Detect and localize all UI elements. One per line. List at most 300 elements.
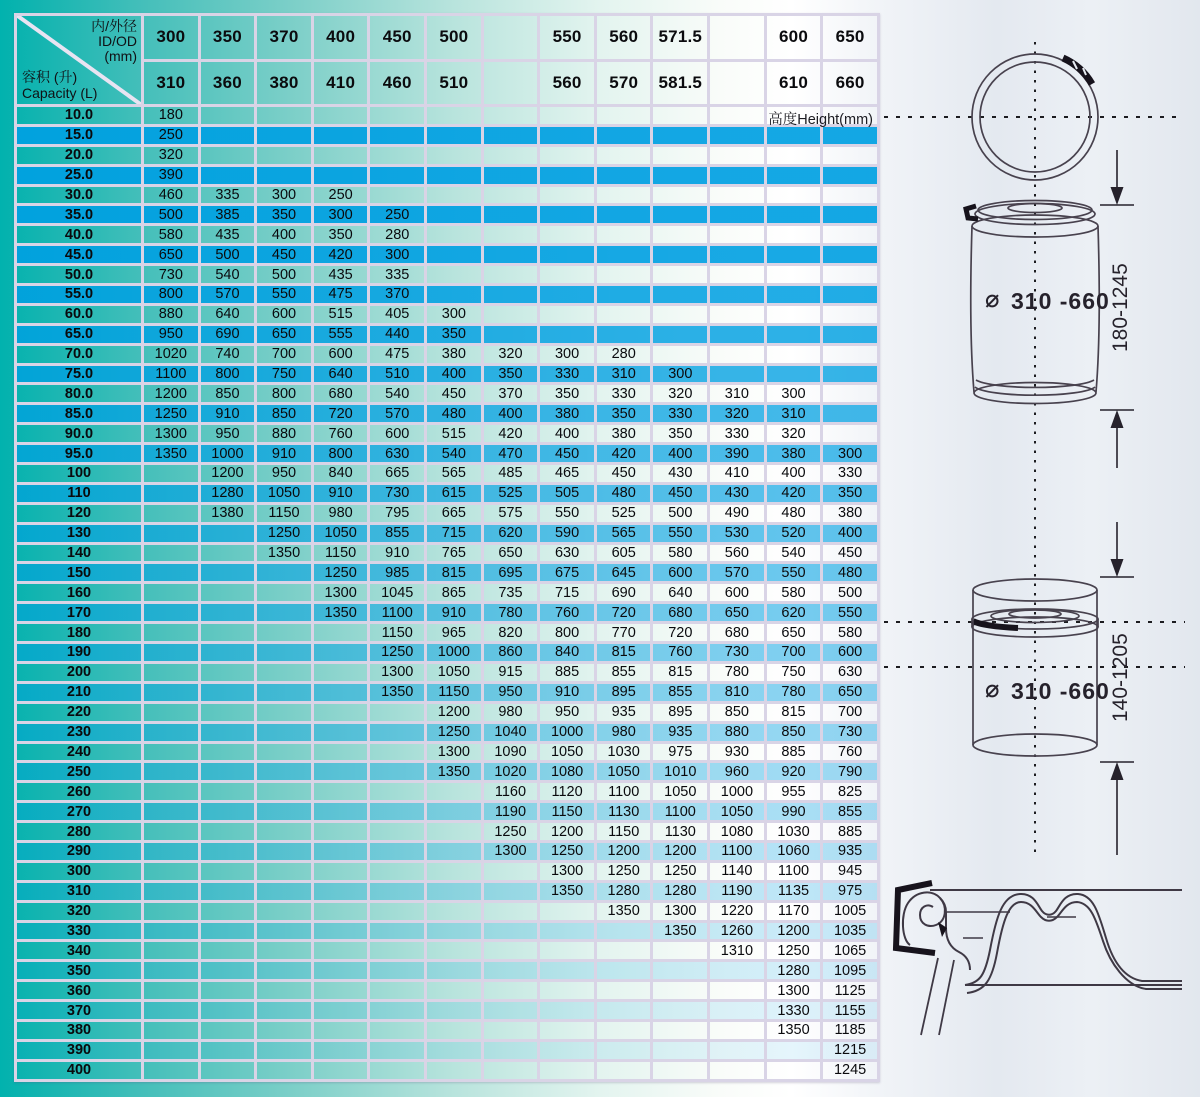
height-cell: 1050 <box>710 803 764 820</box>
empty-cell <box>484 942 538 959</box>
table-row <box>17 246 877 263</box>
table-row <box>17 1002 877 1019</box>
table-row <box>17 923 877 940</box>
height-cell: 855 <box>823 803 877 820</box>
empty-cell <box>823 366 877 383</box>
empty-cell <box>257 584 311 601</box>
height-cell: 300 <box>257 187 311 204</box>
empty-cell <box>427 206 481 223</box>
height-cell: 380 <box>597 425 651 442</box>
capacity-cell: 55.0 <box>17 286 141 303</box>
height-cell: 450 <box>427 385 481 402</box>
empty-cell <box>370 803 424 820</box>
height-cell: 695 <box>484 564 538 581</box>
header-diameter-value: 410 <box>314 62 368 105</box>
height-cell: 520 <box>767 525 821 542</box>
height-cell: 1250 <box>540 843 594 860</box>
height-cell: 1080 <box>710 823 764 840</box>
height-cell: 1250 <box>427 724 481 741</box>
empty-cell <box>823 326 877 343</box>
header-diameter-value: 350 <box>201 16 255 59</box>
empty-cell <box>710 366 764 383</box>
empty-cell <box>370 903 424 920</box>
capacity-cell: 200 <box>17 664 141 681</box>
header-diameter-value: 310 <box>144 62 198 105</box>
height-cell: 540 <box>370 385 424 402</box>
header-blank <box>710 62 764 105</box>
capacity-cell: 290 <box>17 843 141 860</box>
corner-label-unit: (mm) <box>104 48 137 64</box>
height-cell: 1220 <box>710 903 764 920</box>
height-cell: 1350 <box>540 883 594 900</box>
corner-label-cn: 内/外径 <box>91 18 137 34</box>
empty-cell <box>257 763 311 780</box>
height-unit-note: 高度Height(mm) <box>768 112 873 128</box>
empty-cell <box>710 1022 764 1039</box>
empty-cell <box>427 923 481 940</box>
table-row <box>17 684 877 701</box>
height-cell: 1350 <box>314 604 368 621</box>
empty-cell <box>710 167 764 184</box>
empty-cell <box>597 982 651 999</box>
height-cell: 570 <box>201 286 255 303</box>
empty-cell <box>370 167 424 184</box>
height-cell: 320 <box>484 346 538 363</box>
height-cell: 680 <box>314 385 368 402</box>
empty-cell <box>314 982 368 999</box>
height-cell: 690 <box>597 584 651 601</box>
height-cell: 1250 <box>370 644 424 661</box>
empty-cell <box>314 803 368 820</box>
empty-cell <box>597 306 651 323</box>
height-cell: 370 <box>370 286 424 303</box>
table-row <box>17 724 877 741</box>
table-row <box>17 545 877 562</box>
empty-cell <box>427 1042 481 1059</box>
empty-cell <box>710 326 764 343</box>
empty-cell <box>144 923 198 940</box>
empty-cell <box>201 744 255 761</box>
table-header <box>17 16 877 104</box>
height-cell: 480 <box>597 485 651 502</box>
height-cell: 780 <box>767 684 821 701</box>
empty-cell <box>597 206 651 223</box>
height-cell: 700 <box>823 704 877 721</box>
empty-cell <box>201 823 255 840</box>
height-cell: 865 <box>427 584 481 601</box>
height-cell: 815 <box>653 664 707 681</box>
height-cell: 320 <box>144 147 198 164</box>
empty-cell <box>653 1042 707 1059</box>
empty-cell <box>427 107 481 124</box>
height-cell: 720 <box>653 624 707 641</box>
height-cell: 850 <box>710 704 764 721</box>
height-cell: 1135 <box>767 883 821 900</box>
height-cell: 500 <box>257 266 311 283</box>
height-cell: 800 <box>314 445 368 462</box>
header-diameter-value: 571.5 <box>653 16 707 59</box>
empty-cell <box>314 962 368 979</box>
height-cell: 405 <box>370 306 424 323</box>
height-cell: 1065 <box>823 942 877 959</box>
header-column <box>314 16 368 104</box>
empty-cell <box>144 1002 198 1019</box>
height-cell: 1260 <box>710 923 764 940</box>
height-cell: 885 <box>540 664 594 681</box>
capacity-cell: 20.0 <box>17 147 141 164</box>
height-cell: 650 <box>484 545 538 562</box>
table-row <box>17 982 877 999</box>
capacity-cell: 280 <box>17 823 141 840</box>
top-drum-label <box>985 286 1110 314</box>
height-cell: 435 <box>314 266 368 283</box>
height-cell: 630 <box>370 445 424 462</box>
height-cell: 500 <box>201 246 255 263</box>
height-cell: 410 <box>710 465 764 482</box>
height-cell: 645 <box>597 564 651 581</box>
height-cell: 800 <box>144 286 198 303</box>
height-cell: 1350 <box>653 923 707 940</box>
height-cell: 780 <box>710 664 764 681</box>
table-row <box>17 624 877 641</box>
height-cell: 1215 <box>823 1042 877 1059</box>
height-cell: 700 <box>257 346 311 363</box>
empty-cell <box>370 704 424 721</box>
table-row <box>17 1022 877 1039</box>
empty-cell <box>144 545 198 562</box>
empty-cell <box>597 187 651 204</box>
height-cell: 630 <box>540 545 594 562</box>
empty-cell <box>767 286 821 303</box>
height-cell: 580 <box>653 545 707 562</box>
empty-cell <box>823 167 877 184</box>
empty-cell <box>201 147 255 164</box>
table-row <box>17 903 877 920</box>
empty-cell <box>484 226 538 243</box>
height-cell: 330 <box>710 425 764 442</box>
table-row <box>17 664 877 681</box>
empty-cell <box>314 127 368 144</box>
height-cell: 550 <box>653 525 707 542</box>
height-cell: 1140 <box>710 863 764 880</box>
height-cell: 930 <box>710 744 764 761</box>
empty-cell <box>597 1022 651 1039</box>
capacity-cell: 330 <box>17 923 141 940</box>
empty-cell <box>370 1002 424 1019</box>
header-diameter-value: 550 <box>540 16 594 59</box>
height-cell: 1030 <box>767 823 821 840</box>
capacity-cell: 180 <box>17 624 141 641</box>
height-cell: 815 <box>427 564 481 581</box>
rim-cross-section-detail <box>896 883 1182 1035</box>
height-cell: 370 <box>484 385 538 402</box>
height-cell: 1000 <box>427 644 481 661</box>
height-cell: 335 <box>201 187 255 204</box>
empty-cell <box>144 1042 198 1059</box>
height-cell: 1100 <box>370 604 424 621</box>
height-cell: 575 <box>484 505 538 522</box>
empty-cell <box>257 107 311 124</box>
empty-cell <box>314 903 368 920</box>
empty-cell <box>823 147 877 164</box>
capacity-cell: 100 <box>17 465 141 482</box>
empty-cell <box>540 982 594 999</box>
height-cell: 1045 <box>370 584 424 601</box>
empty-cell <box>540 903 594 920</box>
empty-cell <box>144 525 198 542</box>
height-cell: 380 <box>767 445 821 462</box>
empty-cell <box>767 266 821 283</box>
height-cell: 1035 <box>823 923 877 940</box>
empty-cell <box>653 982 707 999</box>
capacity-cell: 140 <box>17 545 141 562</box>
header-diameter-value: 570 <box>597 62 651 105</box>
capacity-cell: 360 <box>17 982 141 999</box>
height-cell: 250 <box>370 206 424 223</box>
capacity-cell: 150 <box>17 564 141 581</box>
height-cell: 715 <box>427 525 481 542</box>
table-row <box>17 763 877 780</box>
empty-cell <box>201 883 255 900</box>
empty-cell <box>201 1042 255 1059</box>
table-row <box>17 883 877 900</box>
height-cell: 855 <box>653 684 707 701</box>
empty-cell <box>257 783 311 800</box>
empty-cell <box>257 604 311 621</box>
table-row <box>17 744 877 761</box>
empty-cell <box>144 584 198 601</box>
empty-cell <box>767 366 821 383</box>
clamp-ring-section <box>896 883 935 953</box>
header-diameter-value: 450 <box>370 16 424 59</box>
height-cell: 720 <box>314 405 368 422</box>
height-cell: 880 <box>257 425 311 442</box>
empty-cell <box>370 744 424 761</box>
empty-cell <box>823 346 877 363</box>
height-cell: 600 <box>314 346 368 363</box>
table-row <box>17 564 877 581</box>
height-cell: 490 <box>710 505 764 522</box>
height-cell: 1100 <box>767 863 821 880</box>
empty-cell <box>144 465 198 482</box>
height-cell: 1200 <box>427 704 481 721</box>
height-cell: 420 <box>314 246 368 263</box>
height-cell: 380 <box>427 346 481 363</box>
height-cell: 310 <box>710 385 764 402</box>
header-diameter-value: 560 <box>597 16 651 59</box>
height-cell: 450 <box>257 246 311 263</box>
empty-cell <box>427 226 481 243</box>
empty-cell <box>144 1022 198 1039</box>
height-cell: 760 <box>653 644 707 661</box>
table-row <box>17 962 877 979</box>
table-row <box>17 505 877 522</box>
height-cell: 1350 <box>144 445 198 462</box>
empty-cell <box>597 127 651 144</box>
empty-cell <box>710 127 764 144</box>
empty-cell <box>540 226 594 243</box>
empty-cell <box>144 644 198 661</box>
height-cell: 525 <box>484 485 538 502</box>
empty-cell <box>314 1062 368 1079</box>
height-cell: 350 <box>427 326 481 343</box>
empty-cell <box>201 724 255 741</box>
capacity-cell: 220 <box>17 704 141 721</box>
capacity-cell: 210 <box>17 684 141 701</box>
empty-cell <box>823 306 877 323</box>
bottom-drum-label <box>985 676 1110 704</box>
height-cell: 480 <box>427 405 481 422</box>
capacity-cell: 15.0 <box>17 127 141 144</box>
empty-cell <box>653 107 707 124</box>
height-cell: 550 <box>540 505 594 522</box>
empty-cell <box>314 783 368 800</box>
empty-cell <box>201 783 255 800</box>
empty-cell <box>201 584 255 601</box>
height-cell: 1300 <box>427 744 481 761</box>
height-cell: 1010 <box>653 763 707 780</box>
capacity-cell: 85.0 <box>17 405 141 422</box>
height-cell: 500 <box>653 505 707 522</box>
height-cell: 1300 <box>144 425 198 442</box>
empty-cell <box>767 147 821 164</box>
empty-cell <box>257 147 311 164</box>
empty-cell <box>257 803 311 820</box>
height-cell: 600 <box>257 306 311 323</box>
height-cell: 935 <box>597 704 651 721</box>
empty-cell <box>823 246 877 263</box>
empty-cell <box>653 306 707 323</box>
height-cell: 880 <box>144 306 198 323</box>
corner-id-od-label <box>91 19 137 64</box>
height-cell: 1250 <box>484 823 538 840</box>
empty-cell <box>144 962 198 979</box>
empty-cell <box>427 1002 481 1019</box>
height-cell: 385 <box>201 206 255 223</box>
empty-cell <box>767 187 821 204</box>
empty-cell <box>540 923 594 940</box>
empty-cell <box>597 246 651 263</box>
height-cell: 1185 <box>823 1022 877 1039</box>
capacity-cell: 340 <box>17 942 141 959</box>
height-cell: 1080 <box>540 763 594 780</box>
height-cell: 350 <box>314 226 368 243</box>
height-cell: 825 <box>823 783 877 800</box>
height-cell: 1150 <box>540 803 594 820</box>
height-cell: 815 <box>597 644 651 661</box>
height-cell: 950 <box>201 425 255 442</box>
height-cell: 975 <box>823 883 877 900</box>
height-cell: 910 <box>370 545 424 562</box>
height-cell: 300 <box>314 206 368 223</box>
height-cell: 1050 <box>427 664 481 681</box>
height-cell: 1005 <box>823 903 877 920</box>
capacity-cell: 50.0 <box>17 266 141 283</box>
height-cell: 380 <box>540 405 594 422</box>
height-cell: 1350 <box>427 763 481 780</box>
empty-cell <box>144 624 198 641</box>
empty-cell <box>257 903 311 920</box>
empty-cell <box>201 664 255 681</box>
height-cell: 605 <box>597 545 651 562</box>
empty-cell <box>710 107 764 124</box>
header-diameter-value: 581.5 <box>653 62 707 105</box>
empty-cell <box>370 187 424 204</box>
empty-cell <box>201 1022 255 1039</box>
empty-cell <box>653 266 707 283</box>
height-cell: 250 <box>144 127 198 144</box>
header-column <box>653 16 707 104</box>
empty-cell <box>710 346 764 363</box>
empty-cell <box>144 883 198 900</box>
empty-cell <box>710 246 764 263</box>
empty-cell <box>823 266 877 283</box>
empty-cell <box>597 226 651 243</box>
top-drum-diameter-label: 310 -660 <box>1011 288 1110 314</box>
height-cell: 1300 <box>540 863 594 880</box>
empty-cell <box>710 1062 764 1079</box>
empty-cell <box>484 863 538 880</box>
capacity-cell: 65.0 <box>17 326 141 343</box>
height-cell: 945 <box>823 863 877 880</box>
capacity-cell: 160 <box>17 584 141 601</box>
table-row <box>17 306 877 323</box>
height-cell: 180 <box>144 107 198 124</box>
empty-cell <box>427 823 481 840</box>
height-cell: 1280 <box>653 883 707 900</box>
height-cell: 980 <box>597 724 651 741</box>
capacity-cell: 30.0 <box>17 187 141 204</box>
height-cell: 310 <box>597 366 651 383</box>
empty-cell <box>201 982 255 999</box>
height-cell: 560 <box>710 545 764 562</box>
empty-cell <box>144 823 198 840</box>
empty-cell <box>710 286 764 303</box>
height-cell: 450 <box>540 445 594 462</box>
height-cell: 550 <box>257 286 311 303</box>
empty-cell <box>767 206 821 223</box>
height-cell: 850 <box>257 405 311 422</box>
empty-cell <box>427 843 481 860</box>
height-cell: 250 <box>314 187 368 204</box>
height-cell: 965 <box>427 624 481 641</box>
height-cell: 1150 <box>314 545 368 562</box>
empty-cell <box>370 923 424 940</box>
empty-cell <box>710 1002 764 1019</box>
header-column <box>370 16 424 104</box>
empty-cell <box>597 266 651 283</box>
header-column <box>257 16 311 104</box>
empty-cell <box>314 167 368 184</box>
dimension-140-1205 <box>1100 633 1134 855</box>
empty-cell <box>540 306 594 323</box>
corner-label-en: ID/OD <box>98 33 137 49</box>
height-cell: 475 <box>370 346 424 363</box>
empty-cell <box>144 604 198 621</box>
empty-cell <box>540 1022 594 1039</box>
empty-cell <box>257 962 311 979</box>
height-cell: 980 <box>314 505 368 522</box>
empty-cell <box>427 803 481 820</box>
empty-cell <box>201 167 255 184</box>
empty-cell <box>257 843 311 860</box>
header-diameter-value: 460 <box>370 62 424 105</box>
height-cell: 760 <box>540 604 594 621</box>
table-row <box>17 584 877 601</box>
empty-cell <box>710 266 764 283</box>
empty-cell <box>144 684 198 701</box>
height-cell: 1000 <box>201 445 255 462</box>
